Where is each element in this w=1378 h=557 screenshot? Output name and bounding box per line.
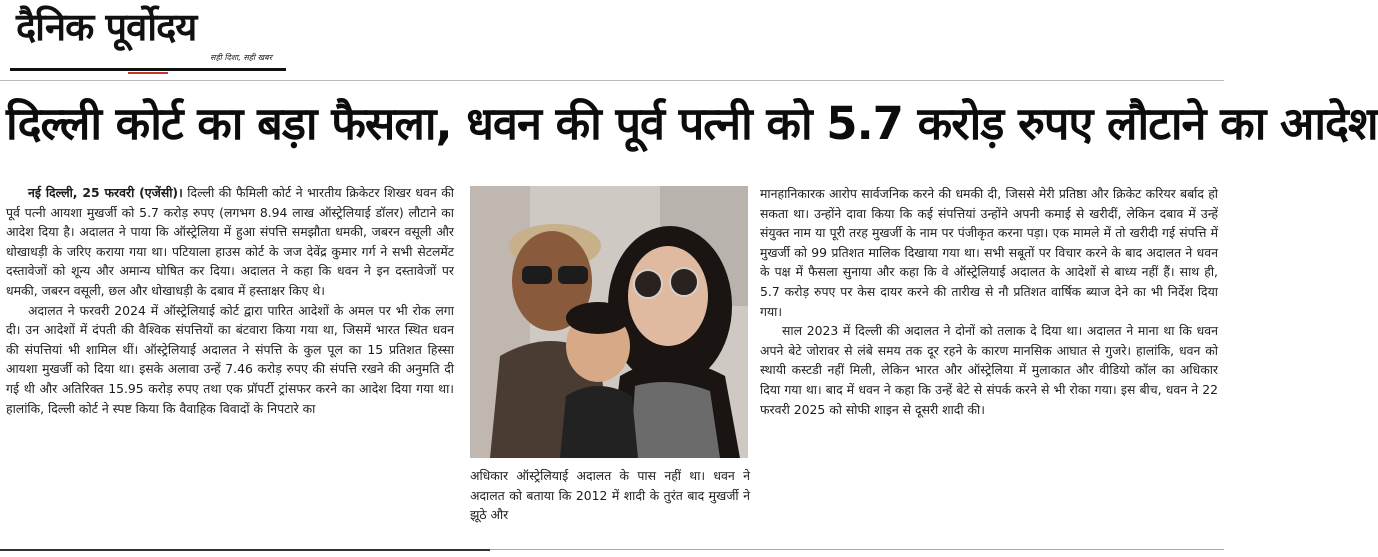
article-paragraph: मानहानिकारक आरोप सार्वजनिक करने की धमकी दी, जिससे मेरी प्रतिष्ठा और क्रिकेट करियर बर्बाद हो सकता था। उन्होंने दावा किया कि कई संपत्तियां उन्होंने अपनी कमाई से खरीदीं, लेकिन दबाव में उन्हें संयुक्त नाम या पूरी तरह मुखर्जी के नाम पर पंजीकृत करना पड़ा। एक मामले में तो खरीदी गई संपत्ति में मुखर्जी को 99 प्रतिशत मालिक दिखाया गया था। सभी सबूतों पर विचार करने के बाद अदालत ने धवन के पक्ष में फैसला सुनाया और कहा कि वे ऑस्ट्रेलियाई अदालत के आदेशों से बाध्य नहीं हैं। साथ ही, 5.7 करोड़ रुपए पर केस दायर करने की तारीख से नौ प्रतिशत वार्षिक ब्याज देने का भी निर्देश दिया गया। — [760, 186, 1218, 319]
masthead-accent-line — [128, 72, 168, 74]
divider — [490, 549, 1224, 550]
article-column-1 — [6, 183, 454, 418]
newspaper-tagline: सही दिशा, सही खबर — [210, 53, 272, 62]
article-paragraph — [6, 183, 454, 301]
divider — [0, 549, 490, 551]
article-paragraph: अधिकार ऑस्ट्रेलियाई अदालत के पास नहीं था। धवन ने अदालत को बताया कि 2012 में शादी के तुरंत बाद मुखर्जी ने झूठे और — [470, 468, 750, 523]
article-paragraph: साल 2023 में दिल्ली की अदालत ने दोनों को तलाक दे दिया था। अदालत ने माना था कि धवन अपने बेटे जोरावर से लंबे समय तक दूर रहने के कारण मानसिक आघात से गुजरे। हालांकि, धवन को स्थायी कस्टडी नहीं मिली, लेकिन भारत और ऑस्ट्रेलिया में मुलाकात और वीडियो कॉल का अधिकार दिया गया था। बाद में धवन ने कहा कि उन्हें बेटे से संपर्क करने से भी रोका गया। इस बीच, धवन ने 22 फरवरी 2025 को सोफी शाइन से दूसरी शादी की। — [760, 323, 1218, 417]
article-column-3 — [760, 184, 1218, 419]
masthead-rule — [10, 68, 286, 71]
article-column-2 — [470, 466, 750, 525]
newspaper-logo: दैनिक पूर्वोदय — [16, 5, 197, 49]
article-paragraph: अदालत ने फरवरी 2024 में ऑस्ट्रेलियाई कोर्ट द्वारा पारित आदेशों के अमल पर भी रोक लगा दी। उन आदेशों में दंपती की वैश्विक संपत्तियों का बंटवारा किया गया था, जिसमें भारत स्थित धवन की संपत्तियां भी शामिल थीं। ऑस्ट्रेलियाई अदालत ने संपत्ति के कुल पूल का 15 प्रतिशत हिस्सा आयशा मुखर्जी को दिया था। इसके अलावा उन्हें 7.46 करोड़ रुपए की संपत्ति रखने की अनुमति दी गई थी और अतिरिक्त 15.95 करोड़ रुपए तथा एक प्रॉपर्टी ट्रांसफर करने का आदेश दिया गया था। हालांकि, दिल्ली कोर्ट ने स्पष्ट किया कि वैवाहिक विवादों के निपटारे का — [6, 302, 454, 416]
headline: दिल्ली कोर्ट का बड़ा फैसला, धवन की पूर्व पत्नी को 5.7 करोड़ रुपए लौटाने का आदेश — [6, 97, 1378, 150]
family-photo-image — [470, 186, 748, 458]
divider — [0, 80, 1224, 81]
dateline: नई दिल्ली, 25 फरवरी (एजेंसी)। — [28, 185, 183, 200]
article-photo — [470, 186, 748, 458]
masthead — [10, 4, 286, 70]
article-text: दिल्ली की फैमिली कोर्ट ने भारतीय क्रिकेटर शिखर धवन की पूर्व पत्नी आयशा मुखर्जी को 5.7 करोड़ रुपए (लगभग 8.94 लाख ऑस्ट्रेलियाई डॉलर) लौटाने का आदेश दिया है। अदालत ने पाया कि ऑस्ट्रेलिया में हुआ संपत्ति समझौता धमकी, जबरन वसूली और धोखाधड़ी के जरिए कराया गया था। पटियाला हाउस कोर्ट के जज देवेंद्र कुमार गर्ग ने सभी सेटलमेंट दस्तावेजों को शून्य और अमान्य घोषित कर दिया। अदालत ने कहा कि धवन ने इन दस्तावेजों पर धमकी, जबरन वसूली, छल और धोखाधड़ी के दबाव में हस्ताक्षर किए थे। — [6, 185, 454, 298]
